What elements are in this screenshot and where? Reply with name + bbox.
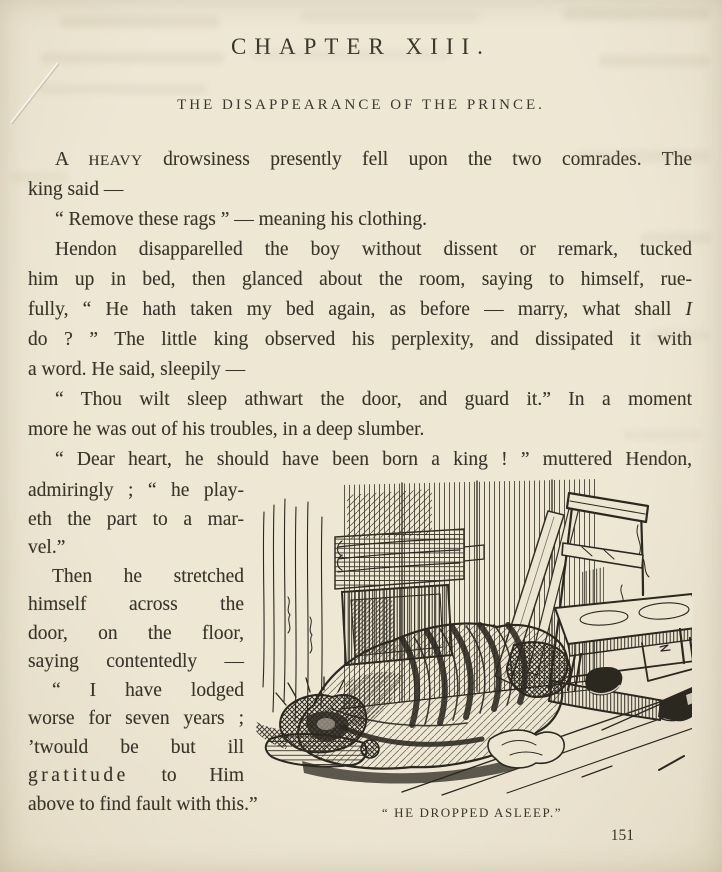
illustration-caption: “ HE DROPPED ASLEEP.” [381,805,563,820]
text-and-illustration-row [28,477,692,821]
text-line: door, on the floor, [28,622,244,644]
text-line: ’twould be but ill [28,736,244,758]
text-line: vel.” [28,537,66,558]
text-line: himself across the [28,594,244,615]
text-line: “ Remove these rags ” — meaning his clothing. [55,209,428,230]
text-line: him up in bed, then glanced about the room, saying to himself, rue- [28,269,692,290]
illustration-he-dropped-asleep [252,477,692,797]
text-line: eth the part to a mar- [28,508,244,530]
text-line: Hendon disapparelled the boy without dissent or remark, tucked [55,239,692,260]
text-line: worse for seven years ; [28,708,244,729]
text-line [28,295,692,325]
chapter-subtitle: THE DISAPPEARANCE OF THE PRINCE. [177,97,545,113]
text-line: admiringly ; “ he play- [28,480,244,501]
text-line: above to find fault with this.” [28,793,258,815]
chapter-heading: CHAPTER XIII. [231,34,491,59]
text-run: drowsiness presently fell upon the two comrades. The [142,149,692,170]
text-run: to Him [128,765,244,786]
text-line: do ? ” The little king observed his perplexity, and dissipated it with [28,329,692,350]
text-line: a word. He said, sleepily — [28,359,246,380]
text-run: fully, “ He hath taken my bed again, as before — marry, what shall [28,299,686,320]
text-line: king said — [28,179,124,200]
smallcaps-run: HEAVY [88,152,143,169]
text-line [28,762,244,791]
italic-run: I [685,299,692,320]
text-run: A [55,149,89,170]
illustration-figure [252,477,692,821]
page-number: 151 [610,827,634,844]
paper-crease [10,62,58,123]
text-line [28,145,692,175]
letterspaced-run: gratitude [28,765,129,786]
text-line: “ Dear heart, he should have been born a king ! ” muttered Hendon, [55,449,692,470]
text-line: saying contentedly — [28,651,244,672]
text-line: “ I have lodged [52,679,244,701]
narrow-text-column [28,477,258,821]
body-text [28,145,692,475]
text-line: “ Thou wilt sleep athwart the door, and guard it.” In a moment [55,389,692,410]
text-line: more he was out of his troubles, in a deep slumber. [28,419,425,440]
text-line: Then he stretched [52,565,244,587]
